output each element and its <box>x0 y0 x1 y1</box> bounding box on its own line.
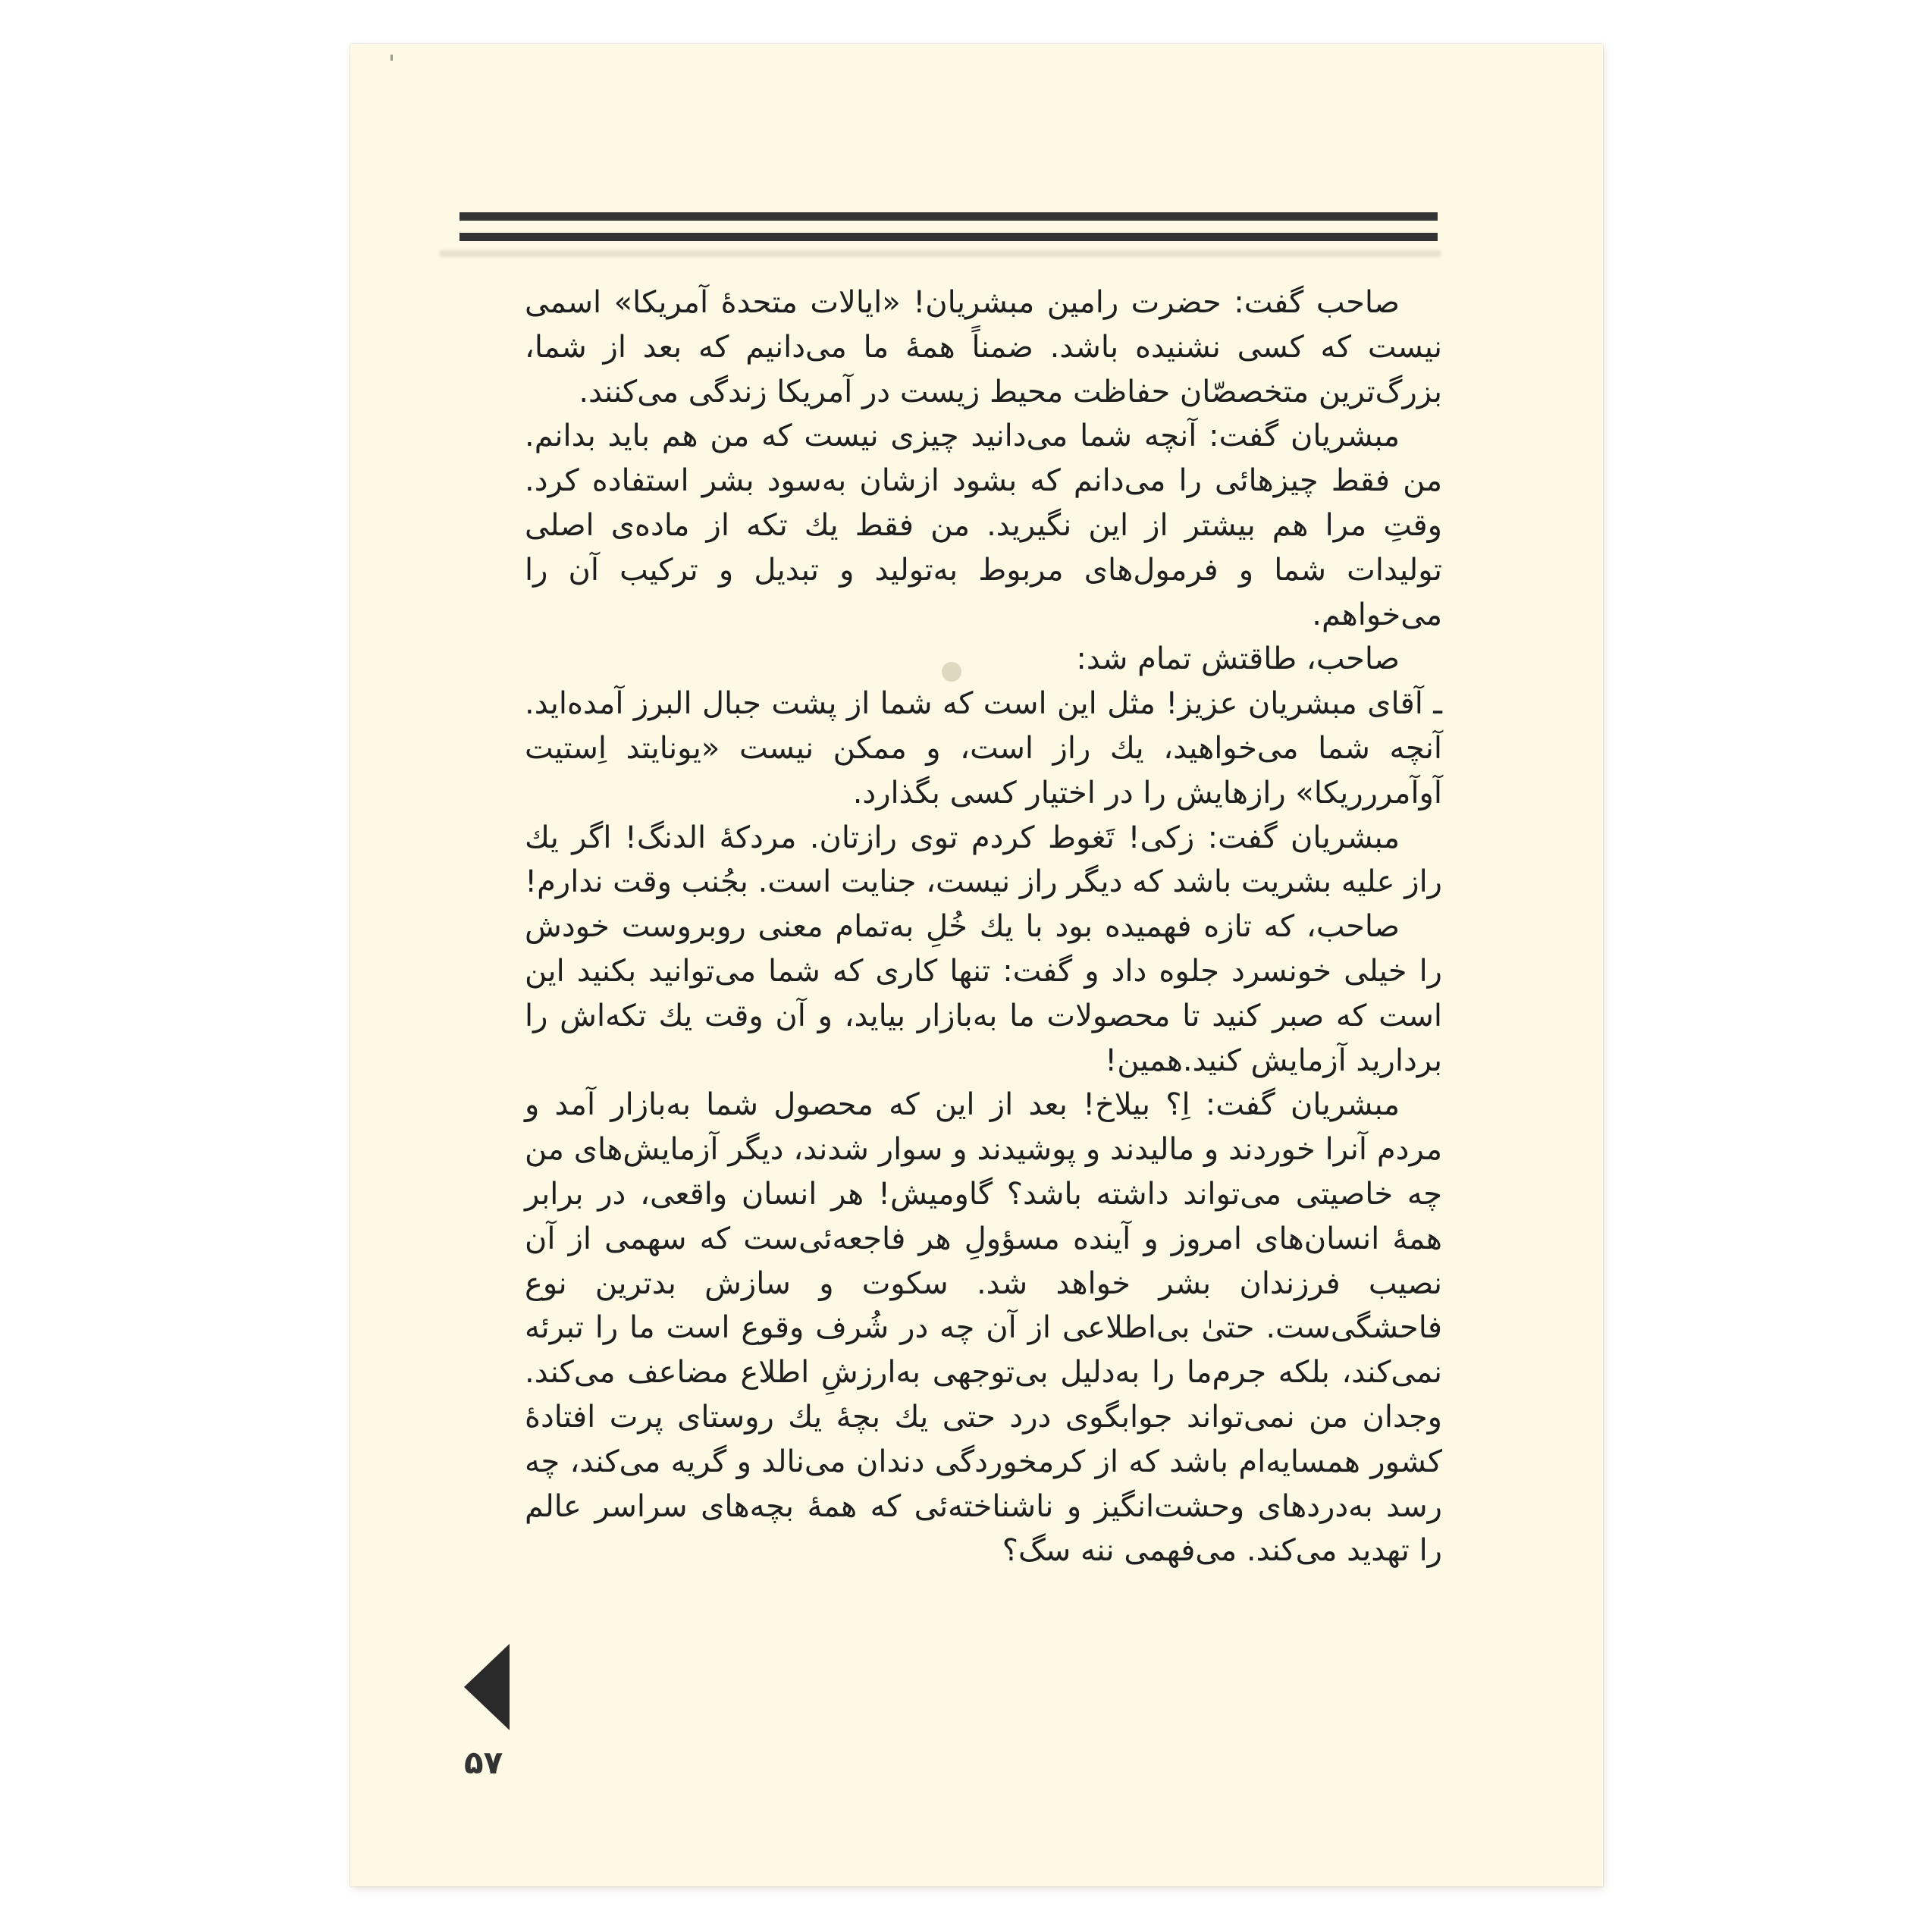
paragraph-6: صاحب، که تازه فهمیده بود با یك خُلِ به‌تمام معنی روبروست خودش را خیلی خونسرد جلوه داد و گفت: تنها کاری که شما می‌توانید بکنید این است که صبر کنید تا محصولات ما به‌بازار بیاید، و آن وقت یك تکه‌اش را بردارید آزمایش کنید.همین! <box>525 909 1442 1078</box>
body-text <box>525 281 1442 1736</box>
header-rule-top <box>459 212 1438 221</box>
paragraph-5: مبشریان گفت: زکی! تَغوط کردم توی رازتان. مردکهٔ الدنگ! اگر یك راز علیه بشریت باشد که دیگر راز نیست، جنایت است. بجُنب وقت ندارم! <box>525 820 1442 900</box>
paragraph-4: ـ آقای مبشریان عزیز! مثل این است که شما از پشت جبال البرز آمده‌اید. آنچه شما می‌خواهید، یك راز است، و ممکن نیست «یونایتد اِستیت آوآمررریکا» رازهایش را در اختیار کسی بگذارد. <box>525 686 1442 811</box>
paragraph-7: مبشریان گفت: اِ؟ بیلاخ! بعد از این که محصول شما به‌بازار آمد و مردم آنرا خوردند و مالیدند و پوشیدند و سوار شدند، دیگر آزمایش‌های من چه خاصیتی می‌تواند داشته باشد؟ گاومیش! هر انسان واقعی، در برابر همهٔ انسان‌های امروز و آینده مسؤولِ هر فاجعه‌ئی‌ست که سهمی از آن نصیب فرزندان بشر خواهد شد. سکوت و سازش بدترین نوع فاحشگی‌ست. حتیٰ بی‌اطلاعی از آن چه در شُرف وقوع است ما را تبرئه نمی‌کند، بلکه جرم‌ما را به‌دلیل بی‌توجهی به‌ارزشِ اطلاع مضاعف می‌کند. وجدان من نمی‌تواند جوابگوی درد حتی یك بچهٔ یك روستای پرت افتادهٔ کشور همسایه‌ام باشد که از کرمخوردگی دندان می‌نالد و گریه می‌کند، چه رسد به‌دردهای وحشت‌انگیز و ناشناخته‌ئی که همهٔ بچه‌های سراسر عالم را تهدید می‌کند. می‌فهمی ننه سگ؟ <box>525 1087 1442 1569</box>
scan-speck <box>390 55 393 61</box>
paragraph-2: مبشریان گفت: آنچه شما می‌دانید چیزی نیست که من هم باید بدانم. من فقط چیزهائی را می‌دانم که بشود ازشان به‌سود بشر استفاده کرد. وقتِ مرا هم بیشتر از این نگیرید. من فقط یك تکه از ماده‌ی اصلی تولیدات شما و فرمول‌های مربوط به‌تولید و تبدیل و ترکیب آن را می‌خواهم. <box>525 419 1442 632</box>
paragraph-1: صاحب گفت: حضرت رامین مبشریان! «ایالات متحدهٔ آمریکا» اسمی نیست که کسی نشنیده باشد. ضمناً همهٔ ما می‌دانیم که بعد از شما، بزرگ‌ترین متخصصّان حفاظت محیط زیست در آمریکا زندگی می‌کنند. <box>525 285 1442 409</box>
header-rule-shadow <box>440 250 1441 257</box>
header-rule-bottom <box>459 233 1438 241</box>
paragraph-3: صاحب، طاقتش تمام شد: <box>1076 641 1400 677</box>
next-page-arrow-icon <box>464 1644 510 1730</box>
page-number: ۵۷ <box>464 1744 503 1781</box>
